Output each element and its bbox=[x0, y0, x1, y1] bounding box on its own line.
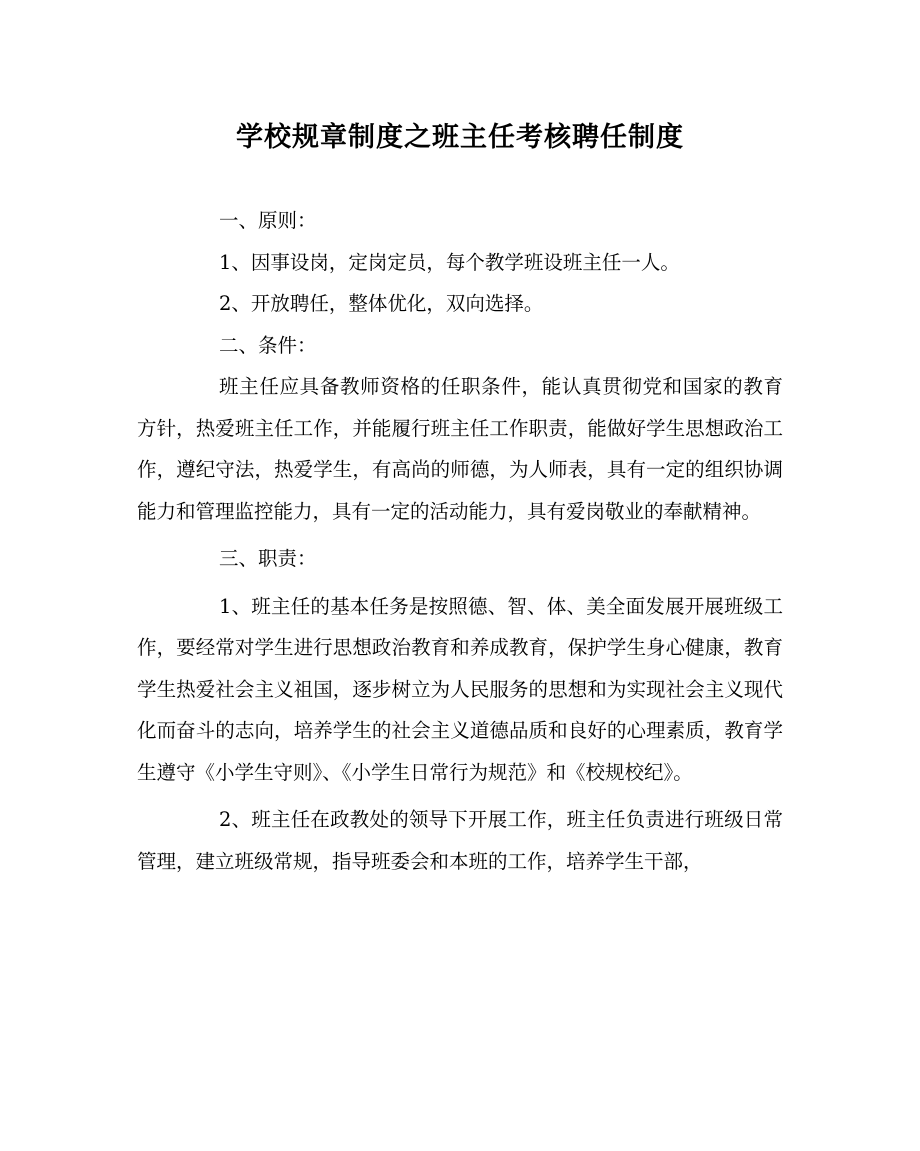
principle-item-2: 2、开放聘任，整体优化，双向选择。 bbox=[219, 292, 544, 315]
duty-paragraph-1: 1、班主任的基本任务是按照德、智、体、美全面发展开展班级工作，要经常对学生进行思想政治教育和养成教育，保护学生身心健康，教育学生热爱社会主义祖国，逐步树立为人民服务的思想和为实现社会主义现代化而奋斗的志向，培养学生的社会主义道德品质和良好的心理素质，教育学生遵守《小学生守则》、《小学生日常行为规范》和《校规校纪》。 bbox=[137, 594, 783, 784]
document-title: 学校规章制度之班主任考核聘任制度 bbox=[236, 122, 684, 153]
principle-item-1: 1、因事设岗，定岗定员，每个教学班设班主任一人。 bbox=[219, 250, 680, 274]
duty-paragraph-2: 2、班主任在政教处的领导下开展工作，班主任负责进行班级日常管理，建立班级常规，指导班委会和本班的工作，培养学生干部， bbox=[137, 808, 783, 873]
section-heading-principles: 一、原则： bbox=[219, 209, 317, 232]
section-heading-duties: 三、职责： bbox=[219, 547, 317, 570]
section-heading-conditions: 二、条件： bbox=[219, 333, 317, 357]
conditions-paragraph: 班主任应具备教师资格的任职条件，能认真贯彻党和国家的教育方针，热爱班主任工作，并能履行班主任工作职责，能做好学生思想政治工作，遵纪守法，热爱学生，有高尚的师德，为人师表，具有一定的组织协调能力和管理监控能力，具有一定的活动能力，具有爱岗敬业的奉献精神。 bbox=[137, 375, 783, 523]
document-body bbox=[137, 200, 783, 882]
